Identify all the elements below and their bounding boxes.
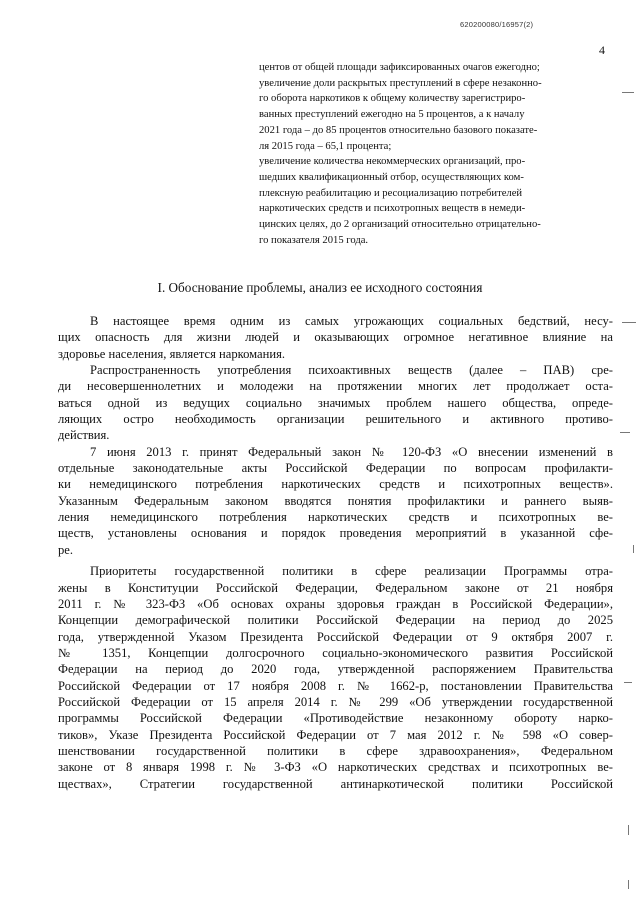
body-line: Российской Федерации от 17 ноября 2008 г. № 1662-р, постановлении Правительства [58, 678, 613, 693]
indicator-line: ля 2015 года – 65,1 процента; [259, 140, 392, 152]
scan-mark [633, 545, 634, 553]
body-line: Российской Федерации от 15 апреля 2014 г. № 299 «Об утверждении государственной [58, 694, 613, 709]
scan-mark [622, 322, 636, 323]
body-line: ки немедицинского потребления наркотических средств и психотропных веществ». [58, 477, 613, 492]
body-line: здоровье населения, является наркомания. [58, 346, 286, 361]
scan-mark [624, 682, 632, 683]
section-heading: I. Обоснование проблемы, анализ ее исходного состояния [157, 280, 483, 295]
indicator-line: увеличение доли раскрытых преступлений в сфере незаконно- [259, 77, 542, 89]
indicator-line: ванных преступлений ежегодно на 5 процентов, а к началу [259, 109, 525, 121]
body-line: ляющих остро необходимость организации решительного и активного противо- [58, 412, 613, 427]
body-line: ществах», Стратегии государственной антинаркотической политики Российской [58, 776, 613, 791]
indicator-line: шедших квалификационный отбор, осуществляющих ком- [259, 171, 524, 183]
scan-mark [628, 880, 629, 889]
indicator-line: плексную реабилитацию и ресоциализацию потребителей [259, 187, 523, 199]
indicator-line: центов от общей площади зафиксированных очагов ежегодно; [259, 62, 540, 73]
indicator-line: 2021 года – до 85 процентов относительно базового показате- [259, 124, 538, 136]
indicator-line: го оборота наркотиков к общему количеству зарегистриро- [259, 93, 526, 105]
scan-mark [622, 92, 634, 93]
scan-mark [628, 825, 629, 835]
body-line: Указанным Федеральным законом вводятся понятия профилактики и раннего выяв- [58, 493, 613, 508]
body-line: тиков», Указе Президента Российской Федерации от 7 мая 2012 г. № 598 «О совер- [58, 727, 613, 742]
body-line: программы Российской Федерации «Противодействие незаконному обороту нарко- [58, 711, 613, 726]
page-number: 4 [599, 43, 605, 57]
indicator-line: го показателя 2015 года. [259, 234, 369, 246]
body-line: № 1351, Концепции долгосрочного социально-экономического развития Российской [58, 645, 613, 660]
body-line: Распространенность употребления психоактивных веществ (далее – ПАВ) сре- [90, 363, 613, 378]
target-indicators-block [259, 60, 611, 248]
body-line: 7 июня 2013 г. принят Федеральный закон № 120-ФЗ «О внесении изменений в [90, 444, 613, 459]
body-line: жены в Конституции Российской Федерации, Федеральном законе от 21 ноября [58, 580, 613, 595]
indicator-line: увеличение количества некоммерческих организаций, про- [259, 156, 526, 168]
body-line: ления немедицинского потребления наркотических средств и психотропных ве- [58, 510, 613, 525]
body-line: Федерации на период до 2020 года, утвержденной распоряжением Правительства [58, 662, 613, 677]
body-line: ваться одной из ведущих социально значимых проблем нашего общества, опреде- [58, 395, 613, 410]
indicator-line: цинских целях, до 2 организаций относительно отрицательно- [259, 219, 541, 231]
body-line: ре. [58, 542, 74, 557]
body-line: действия. [58, 428, 110, 443]
body-line: щих опасность для жизни людей и оказывающих огромное негативное влияние на [58, 330, 613, 345]
body-line: Концепции демографической политики Российской Федерации на период до 2025 [58, 613, 613, 628]
body-line: Приоритеты государственной политики в сфере реализации Программы отра- [90, 564, 613, 579]
body-line: В настоящее время одним из самых угрожающих социальных бедствий, несу- [90, 314, 613, 328]
scan-mark [620, 432, 630, 433]
indicator-line: наркотических средств и психотропных веществ в немеди- [259, 203, 526, 215]
body-line: ди несовершеннолетних и молодежи на протяжении многих лет продолжает оста- [58, 379, 613, 394]
body-line: ществ, установлены основания и порядок проведения мероприятий в указанной сфе- [58, 526, 613, 541]
document-id: 620200080/16957(2) [460, 20, 534, 29]
body-line: 2011 г. № 323-ФЗ «Об основах охраны здоровья граждан в Российской Федерации», [58, 596, 613, 611]
body-line: законе от 8 января 1998 г. № 3-ФЗ «О наркотических средствах и психотропных ве- [58, 760, 613, 775]
body-line: отдельные законодательные акты Российской Федерации по вопросам профилакти- [58, 461, 613, 476]
body-line: шенствовании государственной политики в сфере здравоохранения», Федеральном [58, 743, 613, 758]
body-line: года, утвержденной Указом Президента Российской Федерации от 9 октября 2007 г. [58, 629, 613, 644]
body-text [58, 313, 613, 792]
